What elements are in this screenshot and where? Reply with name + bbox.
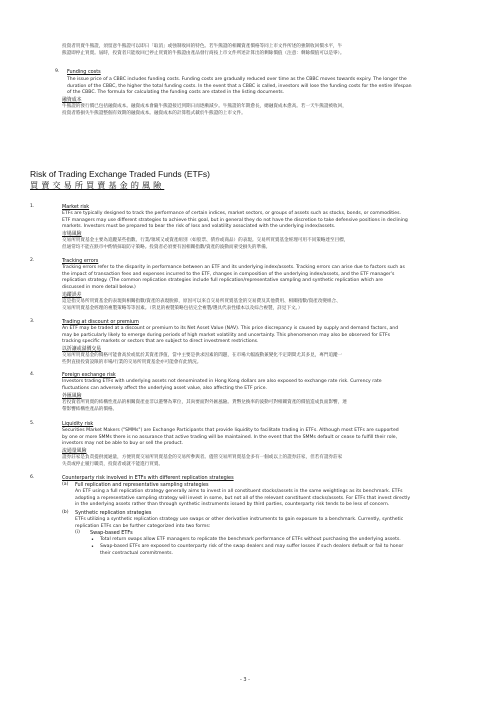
item-number: 5. — [30, 421, 35, 426]
bullet-icon: • — [91, 544, 94, 550]
text-line: Securities Market Makers ("SMMs") are Exchange Participants that provide liquidity to facilitate trading in ETFs. Although most ETFs are supported — [62, 428, 399, 433]
text-line: replication ETFs can be further categorized into two forms: — [75, 523, 211, 529]
text-line: An ETF using a full replication strategy generally aims to invest in all constituent stocks/assets in the same weightings as its benchmark. ETFs — [75, 489, 403, 494]
text-line: of the CBBC. The formula for calculating the funding costs are stated in the listing documents. — [67, 90, 285, 95]
text-line: ETF managers may use different strategies to achieve this goal, but in general they do not have the discretion to take defensive positions in declining — [62, 217, 408, 223]
text-line: Total return swaps allow ETF managers to replicate the benchmark performance of ETFs without purchasing the underlying assets. — [100, 537, 401, 542]
text-line: replication strategy. (The common replication strategies include full replication/representative sampling and synthetic replication which are — [62, 278, 383, 283]
item-heading-zh: 流通量風險 — [62, 448, 87, 454]
text-line: 證券莊家是負責提供流通量，方便買賣交易所買賣基金的交易所參與者。儘管交易所買賣基金多有一個或以上的證券莊家，但若有證券莊家 — [62, 455, 343, 460]
text-line: Tracking errors refer to the disparity in performance between an ETF and its underlying index/assets. Tracking errors can arise due to factors such as — [62, 265, 405, 270]
section-title-zh: 買賣交易所買賣基金的風險 — [30, 180, 165, 190]
text-line: 但通常均不能在跌市中酌情採取防守策略。投資者必須要有因相關指數/資產的波動而蒙受損失的準備。 — [62, 244, 271, 250]
item-heading: Counterparty risk involved in ETFs with different replication strategies — [62, 475, 234, 481]
item-body-zh — [62, 353, 477, 366]
item-body-zh — [62, 238, 477, 251]
text-line: duration of the CBBC, the higher the total funding costs. In the event that a CBBC is called, investors will lose the funding costs for the entire lifespan — [67, 83, 412, 89]
item-heading: Tracking errors — [62, 258, 99, 264]
text-line: discussed in more detail below.) — [62, 284, 136, 290]
text-line: adopting a representative sampling strategy will invest in some, but not all of the relevant constituent stocks/assets. For ETFs that invest directly — [75, 495, 411, 501]
sub-item-heading: Synthetic replication strategies — [75, 510, 152, 516]
text-line: tracking specific markets or sectors that are subject to direct investment restrictions. — [62, 339, 259, 344]
item-number: 3. — [30, 319, 35, 324]
item-heading: Market risk — [62, 204, 90, 210]
sub-item-marker: (b) — [62, 510, 69, 515]
item-number: 4. — [30, 372, 35, 377]
item-body-en — [67, 77, 477, 97]
item-number: 6. — [30, 475, 35, 480]
item-body-zh — [62, 400, 477, 413]
sub-item-heading: Full replication and representative sampling strategies — [75, 482, 209, 488]
intro-paragraph-zh — [62, 44, 472, 57]
text-line: markets. Investors must be prepared to bear the risk of loss and volatility associated with the underlying index/assets. — [62, 224, 336, 229]
text-line: investors may not be able to buy or sell the product. — [62, 441, 184, 446]
text-line: 帶影響結構性產品的價格。 — [62, 406, 118, 412]
item-body-en — [62, 428, 477, 448]
bullet-text — [100, 537, 480, 544]
text-line: Investors trading ETFs with underlying assets not denominated in Hong Kong dollars are also exposed to exchange rate risk. Currency rate — [62, 379, 382, 384]
item-heading: Liquidity risk — [62, 421, 94, 427]
bullet-text — [100, 544, 480, 557]
text-line: 些對直接投資設限的市場/行業的交易所買賣基金亦可能會有此情況。 — [62, 359, 202, 365]
section-title: Risk of Trading Exchange Traded Funds (ETFs) — [30, 169, 210, 179]
item-heading-zh: 市場風險 — [62, 231, 82, 237]
item-body-zh — [62, 104, 477, 117]
item-body-en — [62, 379, 477, 392]
text-line: ETFs are typically designed to track the performance of certain indices, market sectors, or groups of assets such as stocks, bonds, or commodities. — [62, 211, 401, 216]
roman-marker: (i) — [75, 530, 80, 535]
roman-heading: Swap-based ETFs — [90, 530, 133, 536]
item-heading: Funding costs — [67, 69, 101, 75]
text-line: 交易所買賣基金經理的複製策略等等因素。（常見的複製策略包括完全複製/選具代表性樣本以及綜合複製，詳見下文。） — [62, 305, 303, 311]
item-heading-zh: 融資成本 — [62, 97, 82, 103]
item-number: 1. — [30, 204, 35, 209]
text-line: in the underlying assets rather than through synthetic instruments issued by third parties, counterparty risk tends to be less of concern. — [75, 502, 390, 507]
item-body-en — [62, 326, 477, 346]
item-heading: Foreign exchange risk — [62, 372, 116, 378]
text-line: 失責或停止履行職責，投資者或就不能進行買賣。 — [62, 461, 164, 467]
item-heading-zh: 外匯風險 — [62, 393, 82, 399]
text-line: 交易所買賣基金的價格可能會高於或低於其資產淨值，當中主要是供求因素的問題，在市場大幅波動兼變化不定期間尤其多見，專門追蹤一 — [62, 353, 343, 358]
item-heading-zh: 追蹤誤差 — [62, 292, 82, 298]
item-heading-zh: 以折讓或溢價交易 — [62, 346, 102, 352]
text-line: 若投資者所買賣的結構性產品的相關資產並非以港幣為單位，其尚要面對外匯風險。貨幣兌換率的波動可對相關資產的價值造成負面影響，連 — [62, 400, 347, 405]
item-number: 9. — [55, 69, 60, 74]
sub-item-body-en — [75, 489, 480, 509]
text-line: 投資者將損失牛熊證整個有效期的融資成本。融資成本的計算程式載於牛熊證的上市文件。 — [62, 110, 246, 116]
item-body-zh — [62, 455, 477, 468]
text-line: 牛熊證的發行價已包括融資成本。融資成本會隨牛熊證接近到期日而逐漸減少。牛熊證的年期愈長，總融資成本愈高。若一天牛熊證被收回， — [62, 104, 347, 109]
text-line: fluctuations can adversely affect the underlying asset value, also affecting the ETF price. — [62, 385, 267, 391]
text-line: An ETF may be traded at a discount or premium to its Net Asset Value (NAV). This price discrepancy is caused by supply and demand factors, and — [62, 326, 399, 331]
text-line: 投資者買賣牛熊證，須留意牛熊證可以即日「取消」或強制收回的特色。若牛熊證的相關資產價格等同上市文件所述的強制收回價水平，牛 — [62, 44, 343, 49]
text-line: may be particularly likely to emerge during periods of high market volatility and uncertainty. This phenomenon may also be observed for ETFs — [62, 332, 390, 338]
text-line: 熊證即停止買賣。屆時，投資者只能收回已停止買賣的牛熊證由產品發行商按上市文件所述計算出的剩餘價值（注意：剩餘價值可以是零）。 — [62, 50, 345, 56]
page-number: - 3 - — [240, 677, 250, 683]
bullet-icon: • — [91, 537, 94, 543]
item-heading: Trading at discount or premium — [62, 319, 139, 325]
item-body-en — [62, 265, 477, 291]
text-line: 交易所買賣基金主要為追蹤某些指數、行業/領域又或資產組別（如股票、債券或商品）的表現。交易所買賣基金經理可用不同策略達至目標， — [62, 238, 349, 243]
text-line: their contractual commitments. — [100, 550, 173, 556]
text-line: ETFs utilizing a synthetic replication strategy use swaps or other derivative instruments to gain exposure to a benchmark. Currently, synthetic — [75, 517, 404, 522]
item-body-en — [62, 211, 477, 231]
text-line: by one or more SMMs there is no assurance that active trading will be maintained. In the event that the SMMs default or cease to fulfill their role, — [62, 434, 398, 440]
sub-item-marker: (a) — [62, 482, 69, 487]
text-line: the impact of transaction fees and expenses incurred to the ETF, changes in composition of the underlying index/assets, and the ETF manager's — [62, 271, 395, 277]
sub-item-body-en — [75, 517, 480, 530]
item-number: 2. — [30, 258, 35, 263]
item-body-zh — [62, 299, 477, 312]
text-line: The issue price of a CBBC includes funding costs. Funding costs are gradually reduced over time as the CBBC moves towards expiry. The longer the — [67, 77, 407, 82]
text-line: Swap-based ETFs are exposed to counterparty risk of the swap dealers and may suffer losses if such dealers default or fail to honor — [100, 544, 404, 549]
text-line: 這是指交易所買賣基金的表現與相關指數/資產的表現脫節，原因可以來自交易所買賣基金的交易費及其他費用、相關指數/資產改變組合、 — [62, 299, 341, 304]
